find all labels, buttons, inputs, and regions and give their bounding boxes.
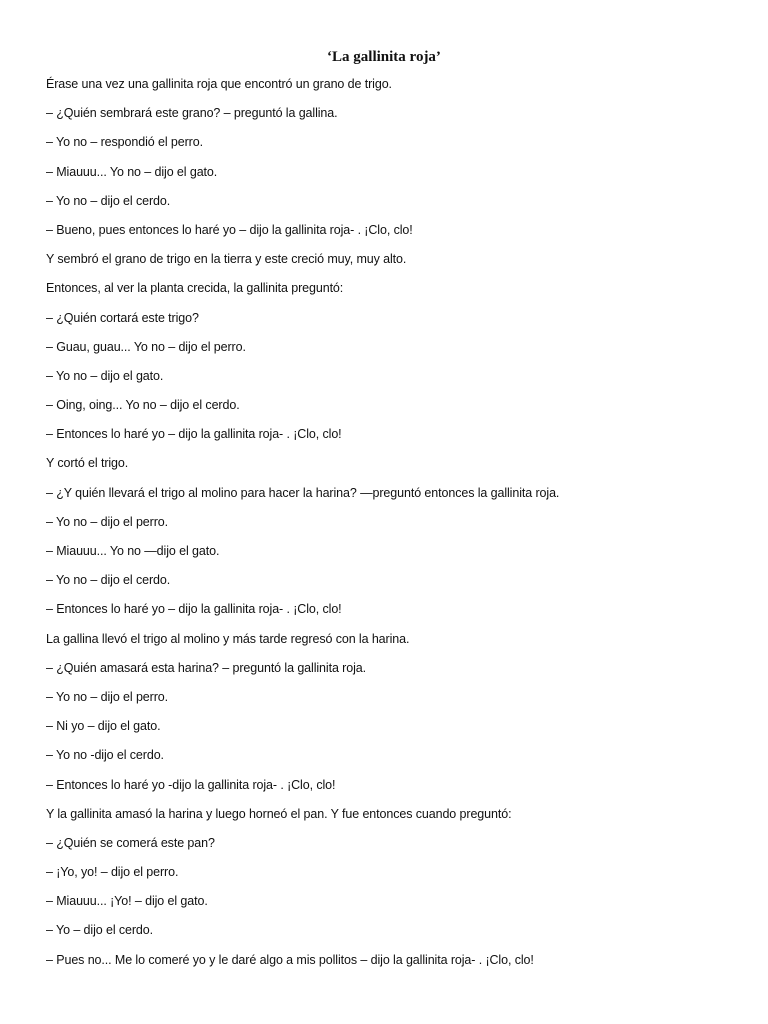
paragraph: – Yo no – respondió el perro. bbox=[46, 135, 203, 150]
paragraph: – ¿Y quién llevará el trigo al molino para hacer la harina? —preguntó entonces la gallinita roja. bbox=[46, 485, 560, 500]
paragraph: – Yo no – dijo el perro. bbox=[46, 689, 169, 704]
paragraph: – ¡Yo, yo! – dijo el perro. bbox=[46, 865, 179, 880]
paragraph: – ¿Quién amasará esta harina? – preguntó la gallinita roja. bbox=[46, 660, 366, 675]
paragraph: – Pues no... Me lo comeré yo y le daré algo a mis pollitos – dijo la gallinita roja- . ¡Clo, clo! bbox=[46, 952, 534, 967]
paragraph: Entonces, al ver la planta crecida, la gallinita preguntó: bbox=[46, 281, 344, 296]
paragraph: – Bueno, pues entonces lo haré yo – dijo la gallinita roja- . ¡Clo, clo! bbox=[46, 222, 413, 237]
paragraph: – ¿Quién sembrará este grano? – preguntó la gallina. bbox=[46, 106, 338, 121]
paragraph: – ¿Quién se comerá este pan? bbox=[46, 835, 215, 850]
paragraph: – Entonces lo haré yo – dijo la gallinita roja- . ¡Clo, clo! bbox=[46, 602, 342, 617]
paragraph: – Miauuu... ¡Yo! – dijo el gato. bbox=[46, 894, 208, 909]
paragraph: – Yo – dijo el cerdo. bbox=[46, 923, 154, 938]
paragraph: – Oing, oing... Yo no – dijo el cerdo. bbox=[46, 398, 240, 413]
paragraph: – Miauuu... Yo no – dijo el gato. bbox=[46, 164, 218, 179]
paragraph: – Entonces lo haré yo – dijo la gallinita roja- . ¡Clo, clo! bbox=[46, 427, 342, 442]
paragraph: – Yo no – dijo el cerdo. bbox=[46, 573, 171, 588]
paragraph: – Guau, guau... Yo no – dijo el perro. bbox=[46, 339, 246, 354]
paragraph: – Entonces lo haré yo -dijo la gallinita roja- . ¡Clo, clo! bbox=[46, 777, 336, 792]
paragraph: Y sembró el grano de trigo en la tierra y este creció muy, muy alto. bbox=[46, 252, 407, 267]
paragraph: – Ni yo – dijo el gato. bbox=[46, 719, 161, 734]
paragraph: – Yo no – dijo el perro. bbox=[46, 514, 169, 529]
paragraph: – Yo no – dijo el cerdo. bbox=[46, 193, 171, 208]
paragraph: – Yo no – dijo el gato. bbox=[46, 368, 164, 383]
paragraph: Y cortó el trigo. bbox=[46, 456, 129, 471]
paragraph: – ¿Quién cortará este trigo? bbox=[46, 310, 199, 325]
paragraph: La gallina llevó el trigo al molino y más tarde regresó con la harina. bbox=[46, 631, 410, 646]
paragraph: Érase una vez una gallinita roja que encontró un grano de trigo. bbox=[46, 77, 392, 91]
paragraph: Y la gallinita amasó la harina y luego horneó el pan. Y fue entonces cuando preguntó: bbox=[46, 806, 512, 821]
paragraph: – Yo no -dijo el cerdo. bbox=[46, 748, 164, 763]
document-title: ‘La gallinita roja’ bbox=[327, 49, 441, 65]
paragraph: – Miauuu... Yo no —dijo el gato. bbox=[46, 544, 220, 558]
story-text bbox=[46, 75, 756, 980]
